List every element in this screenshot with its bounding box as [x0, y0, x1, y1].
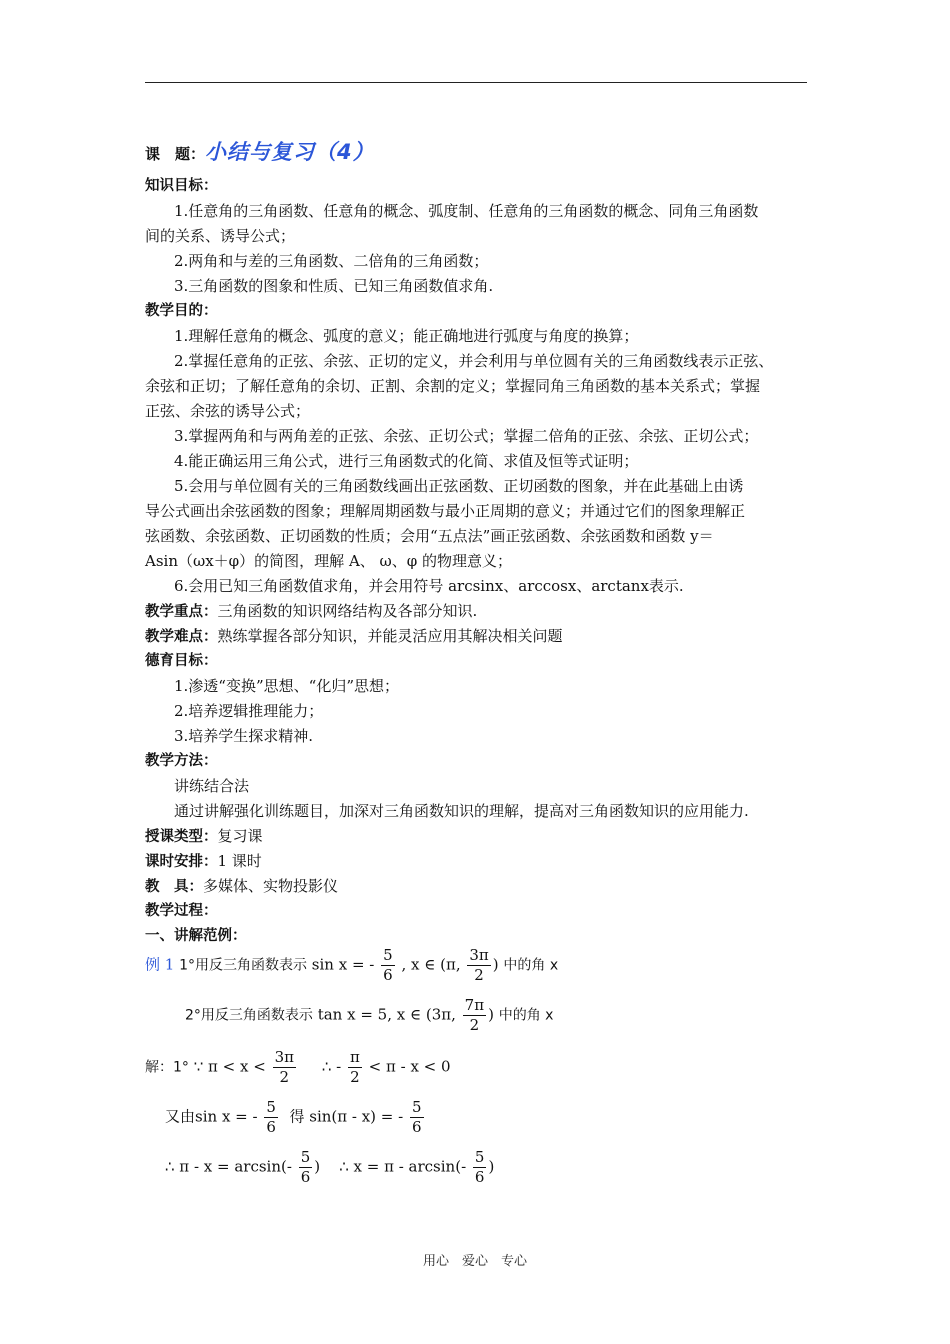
solution-line-1: [145, 1050, 451, 1085]
solution-text: 得: [289, 1107, 305, 1126]
fraction: $\frac{\pi}{2}$: [350, 1048, 360, 1086]
key-point-heading: 教学重点：: [145, 604, 218, 620]
header-rule: [145, 82, 807, 83]
paren: ): [492, 955, 499, 974]
goal-heading: 教学目的：: [145, 303, 218, 319]
lesson-type-row: [145, 826, 263, 847]
example-q1-interval: , x ∈ (π,: [401, 955, 461, 974]
moral-item: 3.培养学生探求精神.: [174, 727, 314, 745]
section-heading: 一、讲解范例：: [145, 928, 247, 944]
solution-expr: < π - x < 0: [368, 1057, 451, 1076]
lesson-title: 小结与复习（4）: [205, 140, 375, 164]
method-line: 讲练结合法: [174, 777, 250, 795]
solution-expr: ∴ x = π - arcsin(-: [339, 1157, 467, 1176]
knowledge-item: 2.两角和与差的三角函数、二倍角的三角函数；: [174, 252, 489, 270]
therefore-symbol: ∴ -: [321, 1057, 342, 1076]
paren: ): [314, 1157, 321, 1176]
paren: ): [488, 1157, 495, 1176]
because-symbol: ∵: [193, 1057, 204, 1076]
solution-expr: ∴ π - x = arcsin(-: [165, 1157, 292, 1176]
knowledge-item: 3.三角函数的图象和性质、已知三角函数值求角.: [174, 277, 494, 295]
goal-line: 3.掌握两角和与两角差的正弦、余弦、正切公式；掌握二倍角的正弦、余弦、正切公式；: [174, 427, 759, 445]
goal-line: 余弦和正切；了解任意角的余切、正割、余割的定义；掌握同角三角函数的基本关系式；掌握: [145, 377, 761, 395]
moral-item: 1.渗透“变换”思想、“化归”思想；: [174, 677, 399, 695]
difficulty-heading: 教学难点：: [145, 629, 218, 645]
fraction: $\frac{3\pi}{2}$: [274, 1048, 294, 1086]
difficulty-row: [145, 626, 563, 647]
example-q2-prefix: 2°用反三角函数表示: [185, 1007, 313, 1024]
example-q2-eq: tan x = 5, x ∈ (3π,: [317, 1005, 456, 1024]
example-q2-suffix: 中的角 x: [498, 1007, 554, 1024]
lesson-type-heading: 授课类型：: [145, 829, 218, 845]
solution-line-2: [165, 1100, 426, 1135]
method-line: 通过讲解强化训练题目，加深对三角函数知识的理解，提高对三角函数知识的应用能力.: [174, 802, 749, 820]
fraction: $\frac{5}{6}$: [383, 946, 393, 984]
solution-expr: π < x <: [208, 1057, 266, 1076]
goal-line: 正弦、余弦的诱导公式；: [145, 402, 311, 420]
example-q1-suffix: 中的角 x: [503, 957, 559, 974]
solution-expr: sin x = -: [195, 1107, 258, 1126]
lesson-title-row: [145, 142, 375, 164]
goal-line: 2.掌握任意角的正弦、余弦、正切的定义，并会利用与单位圆有关的三角函数线表示正弦、: [174, 352, 774, 370]
knowledge-item: 1.任意角的三角函数、任意角的概念、弧度制、任意角的三角函数的概念、同角三角函数: [174, 202, 759, 220]
example-q1-prefix: 1°用反三角函数表示: [179, 957, 308, 974]
method-heading: 教学方法：: [145, 753, 218, 769]
difficulty-text: 熟练掌握各部分知识，并能灵活应用其解决相关问题: [217, 627, 563, 645]
fraction: $\frac{5}{6}$: [412, 1098, 422, 1136]
page-footer: 用心 爱心 专心: [422, 1254, 527, 1269]
example-label: 例 1: [145, 955, 175, 974]
title-label: 课 题：: [145, 145, 206, 163]
fraction: $\frac{5}{6}$: [266, 1098, 276, 1136]
tools-heading: 教 具：: [145, 879, 203, 895]
paren: ): [488, 1005, 494, 1024]
goal-line: Asin（ωx＋φ）的简图，理解 A、 ω、φ 的物理意义；: [145, 552, 513, 570]
goal-line: 弦函数、余弦函数、正切函数的性质；会用“五点法”画正弦函数、余弦函数和函数 y＝: [145, 527, 714, 545]
fraction: $\frac{3\pi}{2}$: [469, 946, 489, 984]
schedule-text: 1 课时: [217, 852, 262, 870]
fraction: $\frac{5}{6}$: [474, 1148, 485, 1186]
schedule-row: [145, 851, 262, 872]
process-heading: 教学过程：: [145, 903, 218, 919]
solution-label: 解：1°: [145, 1059, 189, 1076]
goal-line: 4.能正确运用三角公式，进行三角函数式的化简、求值及恒等式证明；: [174, 452, 639, 470]
goal-line: 导公式画出余弦函数的图象；理解周期函数与最小正周期的意义；并通过它们的图象理解正: [145, 502, 746, 520]
knowledge-heading: 知识目标：: [145, 178, 218, 194]
key-point-text: 三角函数的知识网络结构及各部分知识.: [217, 602, 478, 620]
goal-line: 6.会用已知三角函数值求角，并会用符号 arcsinx、arccosx、arctanx表示.: [174, 577, 684, 595]
goal-line: 1.理解任意角的概念、弧度的意义；能正确地进行弧度与角度的换算；: [174, 327, 639, 345]
lesson-type-text: 复习课: [217, 827, 263, 845]
knowledge-item: 间的关系、诱导公式；: [145, 227, 296, 245]
solution-expr: sin(π - x) = -: [309, 1107, 404, 1126]
example-q1-eq: sin x = -: [311, 955, 375, 974]
goal-line: 5.会用与单位圆有关的三角函数线画出正弦函数、正切函数的图象，并在此基础上由诱: [174, 477, 744, 495]
key-point-row: [145, 601, 477, 622]
moral-heading: 德育目标：: [145, 653, 218, 669]
fraction: $\frac{5}{6}$: [300, 1148, 311, 1186]
tools-row: [145, 876, 338, 897]
solution-text: 又由: [165, 1107, 196, 1126]
solution-line-3: [165, 1150, 494, 1185]
moral-item: 2.培养逻辑推理能力；: [174, 702, 324, 720]
fraction: $\frac{7\pi}{2}$: [464, 996, 485, 1034]
example-q1: [145, 948, 558, 983]
tools-text: 多媒体、实物投影仪: [203, 877, 339, 895]
schedule-heading: 课时安排：: [145, 854, 218, 870]
example-q2: [185, 998, 553, 1033]
